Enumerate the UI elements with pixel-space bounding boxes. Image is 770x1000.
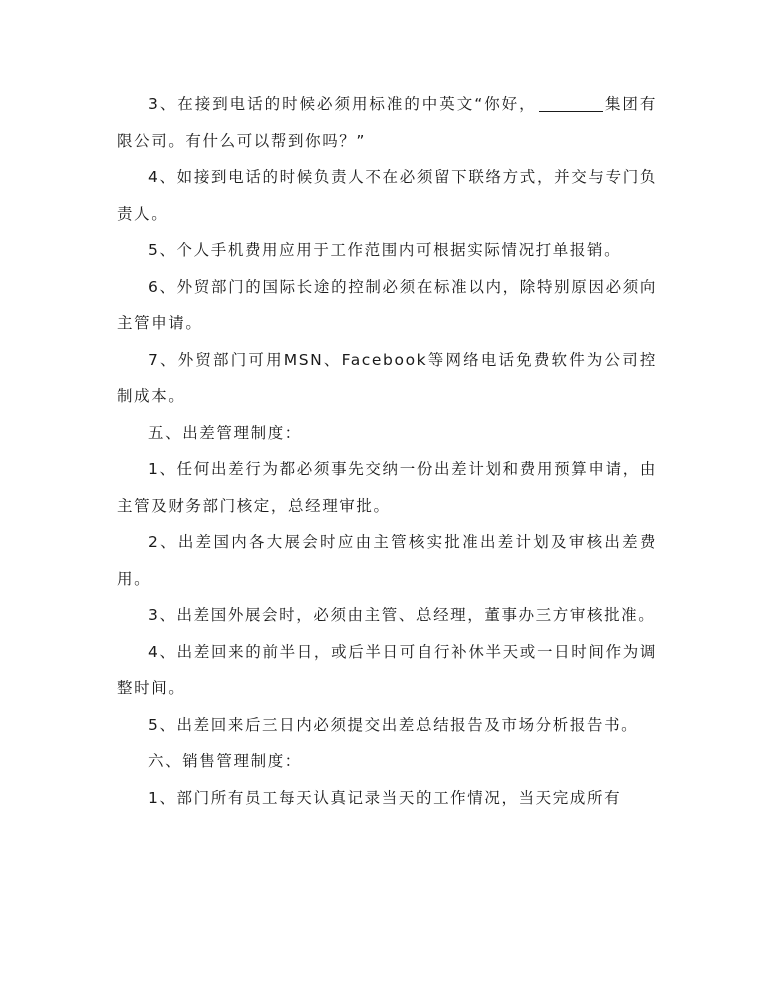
phone-greeting-text-after: 集团有限公司。有什么可以帮到你吗？” <box>117 95 657 150</box>
paragraph-domestic-exhibition: 2、出差国内各大展会时应由主管核实批准出差计划及审核出差费用。 <box>117 533 657 588</box>
paragraph-travel-plan: 1、任何出差行为都必须事先交纳一份出差计划和费用预算申请，由主管及财务部门核定，总经理审批。 <box>117 460 657 515</box>
paragraph-international-calls: 6、外贸部门的国际长途的控制必须在标准以内，除特别原因必须向主管申请。 <box>117 277 657 332</box>
section-heading-travel: 五、出差管理制度： <box>148 423 302 442</box>
company-name-blank <box>539 93 603 112</box>
paragraph-absent-responsible: 4、如接到电话的时候负责人不在必须留下联络方式，并交与专门负责人。 <box>117 168 657 223</box>
paragraph-overseas-exhibition: 3、出差国外展会时，必须由主管、总经理，董事办三方审核批准。 <box>148 606 656 624</box>
paragraph-daily-work-record: 1、部门所有员工每天认真记录当天的工作情况，当天完成所有 <box>148 788 622 807</box>
paragraph-compensatory-leave: 4、出差回来的前半日，或后半日可自行补休半天或一日时间作为调整时间。 <box>117 642 657 697</box>
paragraph-phone-greeting <box>117 86 657 159</box>
paragraph-travel-report: 5、出差回来后三日内必须提交出差总结报告及市场分析报告书。 <box>148 715 639 734</box>
section-heading-sales: 六、销售管理制度： <box>148 752 302 770</box>
paragraph-mobile-expense: 5、个人手机费用应用于工作范围内可根据实际情况打单报销。 <box>148 241 622 259</box>
phone-greeting-text-before: 3、在接到电话的时候必须用标准的中英文“你好， <box>148 95 537 113</box>
paragraph-network-phone: 7、外贸部门可用MSN、Facebook等网络电话免费软件为公司控制成本。 <box>117 350 657 405</box>
document-body <box>117 86 657 816</box>
